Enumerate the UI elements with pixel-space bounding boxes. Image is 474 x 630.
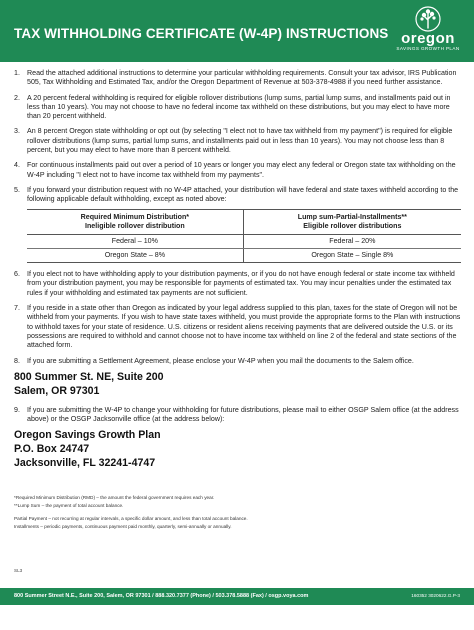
item-text: A 20 percent federal withholding is required for eligible rollover distributions (lump sums, partial lump sums, and installments paid out in less than 10 years). You may not choose to have no federal income tax withheld on these distributions, but you may elect to have more than 20 percent withheld. bbox=[27, 93, 451, 121]
address-line: 800 Summer St. NE, Suite 200 bbox=[14, 370, 164, 383]
table-header-lump-sum bbox=[243, 209, 461, 234]
footnote: *Required Minimum Distribution (RMD) – the amount the federal government requires each year. bbox=[14, 495, 215, 500]
item-text: If you are submitting a Settlement Agreement, please enclose your W-4P when you mail the documents to the Salem office. bbox=[27, 356, 414, 365]
instruction-item bbox=[14, 69, 462, 88]
instruction-item bbox=[14, 94, 462, 122]
instruction-item bbox=[14, 127, 462, 155]
tree-icon bbox=[415, 6, 441, 32]
table-cell: Oregon State – 8% bbox=[27, 248, 243, 262]
instruction-item bbox=[14, 304, 462, 350]
header-line: Ineligible rollover distribution bbox=[85, 221, 185, 230]
instruction-item bbox=[14, 270, 462, 298]
item-number: 1. bbox=[14, 69, 20, 77]
table-cell: Federal – 20% bbox=[243, 234, 461, 248]
logo-wordmark: oregon bbox=[401, 30, 455, 47]
table-row bbox=[27, 248, 461, 262]
item-text: If you reside in a state other than Oregon as indicated by your legal address supplied to this plan, taxes for the state of Oregon will not be withheld from your payments. If you wish to have state taxes withheld, you must provide the appropriate forms to the Plan with instructions to withhold taxes for your state of residence. U.S. citizens or resident aliens receiving payments that are delivered outside the U.S. or its possessions are required to withhold and cannot choose not to have income tax withheld on line 2 of the federal and state sections of the attached form. bbox=[27, 304, 461, 350]
item-number: 6. bbox=[14, 270, 20, 279]
footnote: Partial Payment – not recurring at regular intervals, a specific dollar amount, and less than total account balance. bbox=[14, 516, 248, 522]
footnote: Installments – periodic payments, continuous payment paid monthly, quarterly, semi-annually or annually. bbox=[14, 523, 232, 529]
table-header-rmd bbox=[27, 209, 243, 234]
address-line: Salem, OR 97301 bbox=[14, 384, 100, 397]
oregon-logo bbox=[392, 6, 464, 58]
table-cell: Oregon State – Single 8% bbox=[311, 250, 394, 259]
page-title: TAX WITHHOLDING CERTIFICATE (W-4P) INSTRUCTIONS bbox=[14, 26, 389, 41]
item-number: 5. bbox=[14, 185, 20, 194]
table-row bbox=[27, 234, 461, 248]
instruction-item bbox=[14, 406, 462, 425]
form-number: 160352 3020622.G.P-3 bbox=[411, 593, 460, 598]
item-text: Read the attached additional instructions to determine your particular withholding requirements. Consult your tax advisor, IRS Publication 505, Tax Withholding and Estimated Tax, and/or the Oregon Department of Revenue at 503-378-4988 if you need further assistance. bbox=[27, 69, 457, 87]
item-text: If you forward your distribution request with no W-4P attached, your distribution will have federal and state taxes withheld according to the following applicable default withholding, except as noted above: bbox=[27, 185, 459, 204]
address-line: Jacksonville, FL 32241-4747 bbox=[14, 457, 156, 470]
address-line: Oregon Savings Growth Plan bbox=[14, 429, 161, 442]
instruction-item bbox=[14, 161, 462, 180]
footnote: **Lump Sum – the payment of total account balance. bbox=[14, 502, 124, 508]
item-text: If you are submitting the W-4P to change your withholding for future distributions, please mail to either OSGP Salem office (at the address above) or the OSGP Jacksonville office (at the address below): bbox=[27, 405, 459, 424]
item-text: An 8 percent Oregon state withholding or opt out (by selecting "I elect not to have tax withheld from my payment") is required for eligible rollover distributions (lump sums, partial lump sums, and installments paid out in less than 10 years). You may not choose less than 8 percent, but you may elect to have more than 8 percent withheld. bbox=[27, 127, 453, 155]
header-line: Required Minimum Distribution* bbox=[80, 212, 190, 221]
instruction-item bbox=[14, 186, 462, 205]
item-number: 8. bbox=[14, 356, 20, 365]
item-number: 4. bbox=[14, 161, 20, 170]
header-line: Eligible rollover distributions bbox=[303, 221, 402, 230]
page-footer bbox=[0, 588, 474, 605]
table-cell: Federal – 10% bbox=[27, 234, 243, 248]
instruction-item bbox=[14, 357, 462, 366]
item-text: For continuous installments paid out over a period of 10 years or longer you may elect any federal or Oregon state tax withholding on the W-4P including "I elect not to have income tax withheld from my payments". bbox=[27, 161, 456, 179]
item-number: 9. bbox=[14, 405, 20, 414]
logo-tagline: SAVINGS GROWTH PLAN bbox=[396, 46, 460, 51]
jacksonville-address bbox=[14, 428, 462, 470]
item-text: If you elect not to have withholding apply to your distribution payments, or if you do not have enough federal or state income tax withheld from your distribution payment, you may be responsible for payments of estimated tax. You may incur penalties under the estimated tax rules if your withholding and estimated tax payments are not sufficient. bbox=[27, 270, 455, 297]
table-header-row bbox=[27, 209, 461, 234]
page-code: SL3 bbox=[14, 568, 23, 573]
address-line: P.O. Box 24747 bbox=[14, 443, 90, 456]
default-withholding-table bbox=[27, 209, 461, 264]
salem-address bbox=[14, 370, 462, 398]
item-number: 2. bbox=[14, 93, 20, 102]
item-number: 3. bbox=[14, 127, 20, 136]
page-header bbox=[0, 0, 474, 62]
footnotes bbox=[14, 495, 462, 531]
footer-contact: 800 Summer Street N.E., Suite 200, Salem, OR 97301 / 888.320.7377 (Phone) / 503.378.5888 (Fax) / osgp.voya.com bbox=[14, 593, 309, 599]
item-number: 7. bbox=[14, 304, 20, 313]
instructions-body bbox=[14, 69, 462, 478]
header-line: Lump sum-Partial-Installments** bbox=[297, 212, 407, 221]
